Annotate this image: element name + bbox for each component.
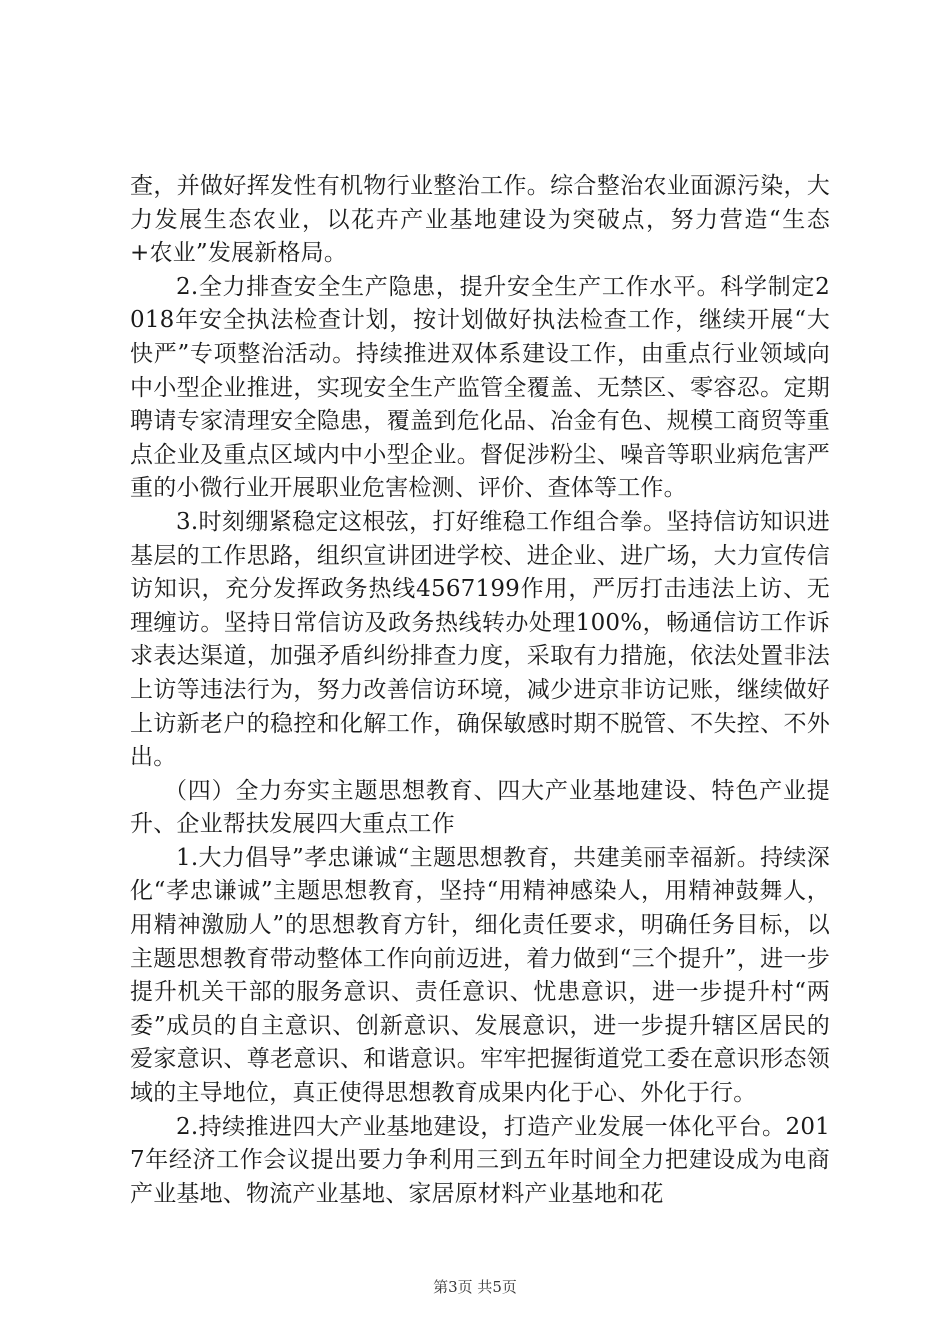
document-body [130, 170, 830, 1211]
page-footer: 第3页 共5页 [433, 1278, 517, 1296]
paragraph-safety-production: 2.全力排查安全生产隐患，提升安全生产工作水平。科学制定2018年安全执法检查计划，按计划做好执法检查工作，继续开展“大快严”专项整治活动。持续推进双体系建设工作，由重点行业领域向中小型企业推进，实现安全生产监管全覆盖、无禁区、零容忍。定期聘请专家清理安全隐患，覆盖到危化品、冶金有色、规模工商贸等重点企业及重点区域内中小型企业。督促涉粉尘、噪音等职业病危害严重的小微行业开展职业危害检测、评价、查体等工作。 [130, 273, 830, 502]
paragraph-theme-education: 1.大力倡导”孝忠谦诚“主题思想教育，共建美丽幸福新。持续深化“孝忠谦诚”主题思想教育，坚持“用精神感染人，用精神鼓舞人，用精神激励人”的思想教育方针，细化责任要求，明确任务目标，以主题思想教育带动整体工作向前迈进，着力做到“三个提升”，进一步提升机关干部的服务意识、责任意识、忧患意识，进一步提升村“两委”成员的自主意识、创新意识、发展意识，进一步提升辖区居民的爱家意识、尊老意识、和谐意识。牢牢把握街道党工委在意识形态领域的主导地位，真正使得思想教育成果内化于心、外化于行。 [130, 844, 830, 1107]
paragraph-continuation: 查，并做好挥发性有机物行业整治工作。综合整治农业面源污染，大力发展生态农业，以花卉产业基地建设为突破点，努力营造“生态+农业”发展新格局。 [130, 173, 830, 267]
paragraph-stability-work: 3.时刻绷紧稳定这根弦，打好维稳工作组合拳。坚持信访知识进基层的工作思路，组织宣讲团进学校、进企业、进广场，大力宣传信访知识，充分发挥政务热线4567199作用，严厉打击违法上访、无理缠访。坚持日常信访及政务热线转办处理100%，畅通信访工作诉求表达渠道，加强矛盾纠纷排查力度，采取有力措施，依法处置非法上访等违法行为，努力改善信访环境，减少进京非访记账，继续做好上访新老户的稳控和化解工作，确保敏感时期不脱管、不失控、不外出。 [130, 508, 830, 771]
paragraph-industry-bases: 2.持续推进四大产业基地建设，打造产业发展一体化平台。2017年经济工作会议提出要力争利用三到五年时间全力把建设成为电商产业基地、物流产业基地、家居原材料产业基地和花 [130, 1113, 830, 1207]
section-heading-four: （四）全力夯实主题思想教育、四大产业基地建设、特色产业提升、企业帮扶发展四大重点工作 [130, 777, 830, 838]
